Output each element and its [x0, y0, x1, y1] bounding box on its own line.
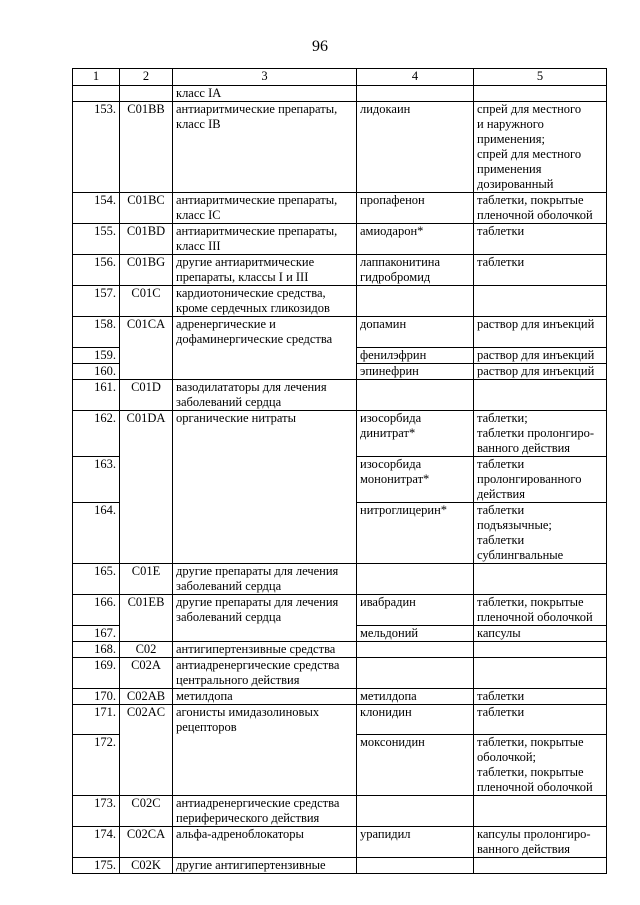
table-cell-num: 159.: [73, 347, 120, 363]
table-cell-name: органические нитраты: [173, 410, 357, 456]
table-cell-code: C02AB: [120, 688, 173, 704]
table-cell-name: вазодилататоры для лечения заболеваний сердца: [173, 379, 357, 410]
table-cell-drug: амиодарон*: [357, 224, 474, 255]
table-cell-drug: [357, 858, 474, 874]
table-cell-drug: [357, 796, 474, 827]
table-cell-name: [173, 456, 357, 502]
table-cell-drug: [357, 563, 474, 594]
table-cell-num: 165.: [73, 563, 120, 594]
table-cell-name: [173, 735, 357, 796]
table-cell-drug: лаппаконитина гидробромид: [357, 255, 474, 286]
table-cell-name: антиадренергические средства центрального действия: [173, 657, 357, 688]
table-cell-drug: [357, 641, 474, 657]
table-body: [73, 86, 607, 874]
table-cell-code: [120, 363, 173, 379]
table-row: [73, 502, 607, 563]
table-cell-drug: фенилэфрин: [357, 347, 474, 363]
table-cell-form: [474, 563, 607, 594]
drug-table: [72, 68, 607, 874]
table-cell-name: [173, 502, 357, 563]
table-cell-num: 175.: [73, 858, 120, 874]
table-cell-code: C01BC: [120, 193, 173, 224]
table-cell-form: капсулы пролонгиро- ванного действия: [474, 827, 607, 858]
table-cell-code: C01BB: [120, 102, 173, 193]
table-cell-drug: [357, 86, 474, 102]
table-row: [73, 858, 607, 874]
column-header: 4: [357, 69, 474, 86]
table-row: [73, 379, 607, 410]
table-cell-num: 160.: [73, 363, 120, 379]
table-cell-name: антигипертензивные средства: [173, 641, 357, 657]
table-cell-num: [73, 86, 120, 102]
table-cell-code: C02A: [120, 657, 173, 688]
table-cell-form: таблетки, покрытые пленочной оболочкой: [474, 594, 607, 625]
table-cell-name: антиаритмические препараты, класс IB: [173, 102, 357, 193]
table-cell-drug: [357, 379, 474, 410]
table-cell-code: [120, 735, 173, 796]
table-cell-num: 162.: [73, 410, 120, 456]
table-cell-form: таблетки: [474, 704, 607, 735]
table-cell-code: C02K: [120, 858, 173, 874]
table-cell-drug: моксонидин: [357, 735, 474, 796]
table-cell-num: 174.: [73, 827, 120, 858]
table-cell-code: C01EB: [120, 594, 173, 625]
table-cell-drug: лидокаин: [357, 102, 474, 193]
table-cell-name: агонисты имидазолиновых рецепторов: [173, 704, 357, 735]
table-cell-form: [474, 641, 607, 657]
column-header: 1: [73, 69, 120, 86]
table-row: [73, 286, 607, 317]
table-cell-code: C01BD: [120, 224, 173, 255]
table-cell-form: [474, 796, 607, 827]
table-cell-code: C01E: [120, 563, 173, 594]
table-cell-drug: урапидил: [357, 827, 474, 858]
table-row: [73, 688, 607, 704]
table-cell-name: адренергические и дофаминергические средства: [173, 317, 357, 348]
table-cell-num: 155.: [73, 224, 120, 255]
table-cell-form: спрей для местного и наружного применения; спрей для местного применения дозированный: [474, 102, 607, 193]
table-cell-num: 163.: [73, 456, 120, 502]
table-header-row: [73, 69, 607, 86]
table-cell-code: C01DA: [120, 410, 173, 456]
table-cell-drug: [357, 657, 474, 688]
table-cell-code: [120, 347, 173, 363]
table-row: [73, 347, 607, 363]
table-cell-num: 171.: [73, 704, 120, 735]
table-cell-drug: мельдоний: [357, 625, 474, 641]
table-cell-name: [173, 347, 357, 363]
table-row: [73, 193, 607, 224]
table-cell-code: C02AC: [120, 704, 173, 735]
table-cell-num: 170.: [73, 688, 120, 704]
table-cell-drug: эпинефрин: [357, 363, 474, 379]
table-cell-num: 158.: [73, 317, 120, 348]
column-header: 2: [120, 69, 173, 86]
table-cell-num: 166.: [73, 594, 120, 625]
table-cell-num: 153.: [73, 102, 120, 193]
table-cell-name: [173, 625, 357, 641]
table-row: [73, 594, 607, 625]
table-row: [73, 625, 607, 641]
table-row: [73, 255, 607, 286]
table-cell-form: [474, 86, 607, 102]
table-row: [73, 704, 607, 735]
table-cell-form: таблетки, покрытые оболочкой; таблетки, покрытые пленочной оболочкой: [474, 735, 607, 796]
table-cell-name: другие антиаритмические препараты, классы I и III: [173, 255, 357, 286]
table-cell-code: C02C: [120, 796, 173, 827]
table-row: [73, 224, 607, 255]
table-row: [73, 641, 607, 657]
table-cell-form: таблетки: [474, 688, 607, 704]
table-cell-code: C01BG: [120, 255, 173, 286]
table-cell-num: 157.: [73, 286, 120, 317]
table-cell-name: кардиотонические средства, кроме сердечных гликозидов: [173, 286, 357, 317]
table-cell-form: [474, 657, 607, 688]
table-cell-name: антиаритмические препараты, класс III: [173, 224, 357, 255]
table-cell-name: антиаритмические препараты, класс IC: [173, 193, 357, 224]
table-cell-code: C01D: [120, 379, 173, 410]
table-cell-name: альфа-адреноблокаторы: [173, 827, 357, 858]
table-row: [73, 563, 607, 594]
table-cell-form: капсулы: [474, 625, 607, 641]
table-cell-num: 167.: [73, 625, 120, 641]
table-cell-num: 172.: [73, 735, 120, 796]
table-cell-form: раствор для инъекций: [474, 363, 607, 379]
table-cell-form: [474, 286, 607, 317]
table-row: [73, 317, 607, 348]
table-row: [73, 456, 607, 502]
table-cell-name: метилдопа: [173, 688, 357, 704]
table-cell-num: 164.: [73, 502, 120, 563]
table-cell-form: таблетки, покрытые пленочной оболочкой: [474, 193, 607, 224]
table-row: [73, 657, 607, 688]
table-cell-form: таблетки пролонгированного действия: [474, 456, 607, 502]
table-cell-code: [120, 625, 173, 641]
table-cell-num: 168.: [73, 641, 120, 657]
table-cell-num: 154.: [73, 193, 120, 224]
table-cell-drug: изосорбида мононитрат*: [357, 456, 474, 502]
table-cell-drug: пропафенон: [357, 193, 474, 224]
table-cell-form: таблетки: [474, 224, 607, 255]
table-cell-code: [120, 502, 173, 563]
table-cell-num: 161.: [73, 379, 120, 410]
table-row: [73, 827, 607, 858]
table-cell-name: другие препараты для лечения заболеваний сердца: [173, 594, 357, 625]
table-cell-name: класс IA: [173, 86, 357, 102]
table-cell-code: C02CA: [120, 827, 173, 858]
table-cell-code: C01CA: [120, 317, 173, 348]
table-cell-drug: допамин: [357, 317, 474, 348]
table-cell-drug: ивабрадин: [357, 594, 474, 625]
page-number: 96: [312, 38, 328, 55]
table-row: [73, 102, 607, 193]
table-row: [73, 363, 607, 379]
table-row: [73, 86, 607, 102]
table-cell-form: раствор для инъекций: [474, 347, 607, 363]
table-cell-form: раствор для инъекций: [474, 317, 607, 348]
table-cell-form: таблетки подъязычные; таблетки сублингвальные: [474, 502, 607, 563]
table-cell-num: 169.: [73, 657, 120, 688]
table-row: [73, 796, 607, 827]
column-header: 3: [173, 69, 357, 86]
table-cell-name: другие антигипертензивные: [173, 858, 357, 874]
table-cell-drug: [357, 286, 474, 317]
table-cell-name: антиадренергические средства периферического действия: [173, 796, 357, 827]
table-cell-code: [120, 86, 173, 102]
table-cell-form: таблетки; таблетки пролонгиро- ванного действия: [474, 410, 607, 456]
table-cell-form: таблетки: [474, 255, 607, 286]
table-cell-form: [474, 379, 607, 410]
table-cell-code: C02: [120, 641, 173, 657]
table-cell-drug: клонидин: [357, 704, 474, 735]
table-cell-drug: метилдопа: [357, 688, 474, 704]
table-cell-num: 173.: [73, 796, 120, 827]
table-cell-drug: изосорбида динитрат*: [357, 410, 474, 456]
table-cell-form: [474, 858, 607, 874]
table-cell-code: [120, 456, 173, 502]
table-row: [73, 410, 607, 456]
table-cell-name: другие препараты для лечения заболеваний сердца: [173, 563, 357, 594]
table-row: [73, 735, 607, 796]
table-cell-name: [173, 363, 357, 379]
table-cell-code: C01C: [120, 286, 173, 317]
column-header: 5: [474, 69, 607, 86]
table-cell-drug: нитроглицерин*: [357, 502, 474, 563]
table-cell-num: 156.: [73, 255, 120, 286]
